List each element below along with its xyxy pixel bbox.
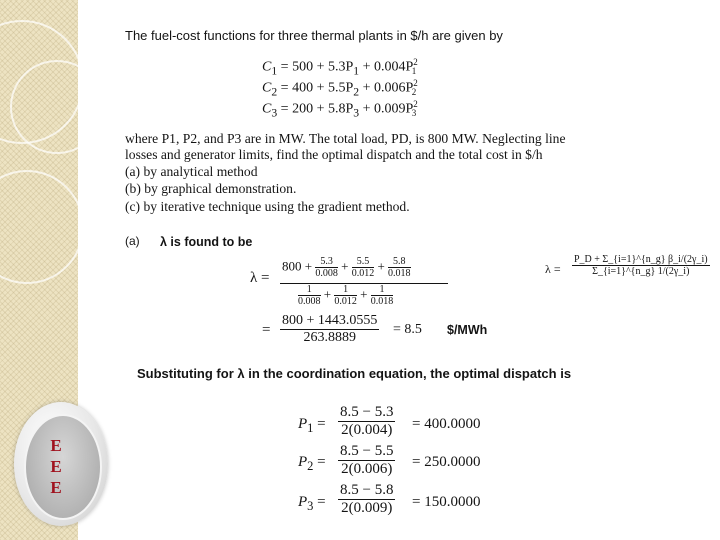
fraction: $\frac{8.5 - 5.5}{2(0.006)}$: [340, 443, 394, 477]
fraction: $\frac{1}{0.008}$: [298, 284, 321, 307]
fraction: $\frac{5.3}{0.008}$: [315, 256, 338, 279]
dispatch-p1-result: = 400.0000: [412, 416, 481, 432]
fraction: $\frac{8.5 - 5.3}{2(0.004)}$: [340, 404, 394, 438]
lambda-denominator: $\frac{1}{0.008}$ + $\frac{1}{0.012}$ + $\frac{1}{0.018}$: [298, 284, 394, 307]
step2-result: = 8.5: [393, 322, 422, 337]
dispatch-p2: $P_2$ =: [298, 454, 326, 473]
badge-letter: E: [50, 457, 62, 476]
substituting-text: Substituting for λ in the coordination equation, the optimal dispatch is: [137, 366, 572, 381]
dispatch-p1: $P_1$ =: [298, 416, 326, 435]
fraction: $\frac{1}{0.018}$: [370, 284, 394, 307]
part-label: (a): [125, 234, 140, 248]
badge-letter: E: [50, 436, 62, 455]
general-formula-lhs: λ =: [545, 262, 561, 276]
dispatch-p1-fraction: [338, 404, 395, 439]
statement-line: (c) by iterative technique using the gradient method.: [125, 199, 410, 214]
statement-line: where P1, P2, and P3 are in MW. The total load, PD, is 800 MW. Neglecting line: [125, 131, 566, 146]
statement-line: losses and generator limits, find the optimal dispatch and the total cost in $/h: [125, 147, 543, 162]
cost-function-3: $C_3 = 200 + 5.8P_3 + 0.009P^2_3$: [262, 99, 418, 120]
fraction: $\frac{800 + 1443.0555}{263.8889}$: [282, 313, 378, 345]
lambda-numerator: 800 + $\frac{5.3}{0.008}$ + $\frac{5.5}{0.012}$ + $\frac{5.8}{0.018}$: [282, 256, 411, 279]
cost-function-1: $C_1 = 500 + 5.3P_1 + 0.004P^2_1$: [262, 57, 418, 78]
fraction: $\frac{5.5}{0.012}$: [351, 256, 375, 279]
step2-unit: $/MWh: [447, 323, 488, 337]
lambda-intro: λ is found to be: [160, 235, 253, 249]
dispatch-p3-result: = 150.0000: [412, 494, 481, 510]
step2-equals: =: [262, 322, 271, 338]
statement-line: (a) by analytical method: [125, 164, 258, 179]
fraction: $\frac{8.5 - 5.8}{2(0.009)}$: [340, 482, 394, 516]
badge-letter: E: [50, 478, 62, 497]
dispatch-p2-fraction: [338, 443, 395, 478]
fraction: $\frac{P\_D + \Sigma\_\{i=1\}\^{}\{n\_g\} \beta\_i/(2\gamma\_i)}{\Sigma\_\{i=1\}\^{}\{n\_g\} 1/(2\gamma\_i)}$: [574, 254, 708, 277]
lambda-lhs: λ =: [250, 270, 270, 286]
fraction: $\frac{5.8}{0.018}$: [388, 256, 411, 279]
problem-intro: The fuel-cost functions for three thermal plants in $/h are given by: [125, 28, 503, 43]
dispatch-p3-fraction: [338, 482, 395, 517]
dispatch-p2-result: = 250.0000: [412, 454, 481, 470]
statement-line: (b) by graphical demonstration.: [125, 181, 297, 196]
fraction: $\frac{1}{0.012}$: [334, 284, 357, 307]
general-formula: [572, 254, 710, 277]
dispatch-p3: $P_3$ =: [298, 494, 326, 513]
cost-function-2: $C_2 = 400 + 5.5P_2 + 0.006P^2_2$: [262, 78, 418, 99]
step2-fraction: [280, 313, 379, 346]
